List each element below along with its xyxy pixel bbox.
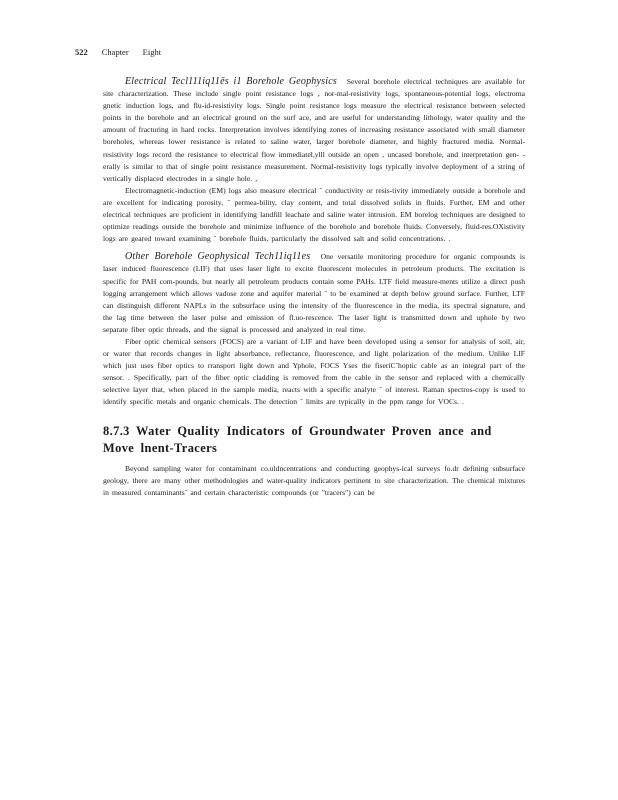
paragraph-text: One versatile monitoring procedure for organic compounds is laser induced fluorescence (LIF) that uses laser light to excite fluorescent molecules in petroleum products. The excitation is specific for PAH com-pounds, but nearly all petroleum products contain some PAHs. LTF field measure-ments utilize a direct push logging arrangement which allows vadose zone and aquifer material ˆ to be examined at depth below ground surface. Further, LTF can distinguish different NAPLs in the subsurface using the intensity of the fluorescence in the media, its spectral signature, and the lag time between the laser pulse and emission of fl.uo-rescence. The laser light is transmitted down and uphole by two separate fiber optic threads, and the signal is processed and analyzed in real time. <box>103 252 525 334</box>
paragraph: Fiber optic chemical sensors (FOCS) are a variant of LIF and have been developed using a sensor for analysis of soil, air, or water that records changes in light absorbance, reflectance, fluorescence, and light polarization of the medium. Unlike LIF which just uses fiber optics to rransport light down and Yphole, FOCS Yses the fiseriCˆhoptic cable as an integral part of the sensor. . Specifically, part of the fiber optic cladding is removed from the cable in the sensor and replaced with a chemically selective layer that, when placed in the sample media, reacts with a specific analyte ˆ of interest. Raman spectros-copy is used to identify specific metals and organic chemicals. The detection ˆ limits are typically in the ppm range for VOCs. . <box>103 336 525 407</box>
chapter-number: Eight <box>142 47 162 57</box>
page-body <box>103 76 525 499</box>
paragraph <box>103 76 525 185</box>
paragraph <box>103 251 525 336</box>
paragraph: Beyond sampling water for contaminant co.uldncentrations and conducting geophys-ical surveys fo.dr defining subsurface geology, there are many other methodologies and water-quality indicators pertinent to site characterization. The chemical mixtures in measured contaminantsˆ and certain characteristic compounds (or "tracers") can be <box>103 463 525 497</box>
section-heading: 8.7.3 Water Quality Indicators of Groundwater Proven ance and Move lnent-Tracers <box>103 423 492 455</box>
run-in-heading: Other Borehole Geophysical Tech11iq11es <box>125 251 311 263</box>
page-number: 522 <box>75 47 88 57</box>
chapter-label: Chapter <box>101 47 129 57</box>
run-in-heading: Electrical Tecl111iq11ēs i1 Borehole Geophysics <box>125 76 337 87</box>
paragraph-text: Several borehole electrical techniques are available for site characterization. These include single point resistance logs , nor-mal-resistivity logs, spontaneous-potential logs, electroma gnetic induction logs, and flu-id-resistivity logs. Single point resistance logs measure the electrical resistance between selected points in the borehole and an electrical ground on the surf ace, and are useful for understanding lithology, water quality and the amount of fracturing in hard rocks. Interpretation involves identifying zones of increasing resistance associated with small diameter boreholes, whereas lower resistance is related to saline water, larger borehole diameter, and highly fractured media. Normal-resistivity logs record the resistance to electrical flow immediatel,ylll outside an open , uncased borehole, and interpretation gen- - erally is similar to that of single point resistance measurement. Normal-resistivity logs typically involve deployment of a string of vertically displaced electrodes in a single hole. , <box>103 77 525 183</box>
section-other-geophysical-techniques <box>103 251 525 408</box>
paragraph: Electromagnetic-induction (EM) logs also measure electrical ˆ conductivity or resis-tivity immediately outside a borehole and are excellent for indicating porosity, ˆ permea-bility, clay content, and total dissolved solids in fluids. Further, EM and other electrical techniques are proficient in identifying landfill leachate and saline water intrusion. EM borelog techniques are designed to optimize readings outside the borehole and minimize influence of the borehole and borehole fluids. Conversely, fluid-res.OXistivity logs are geared toward examining ˆ borehole fluids, particularly the dissolved salt and solid concentrations. . <box>103 185 525 244</box>
running-header <box>75 47 161 57</box>
section-electrical-techniques <box>103 76 525 245</box>
